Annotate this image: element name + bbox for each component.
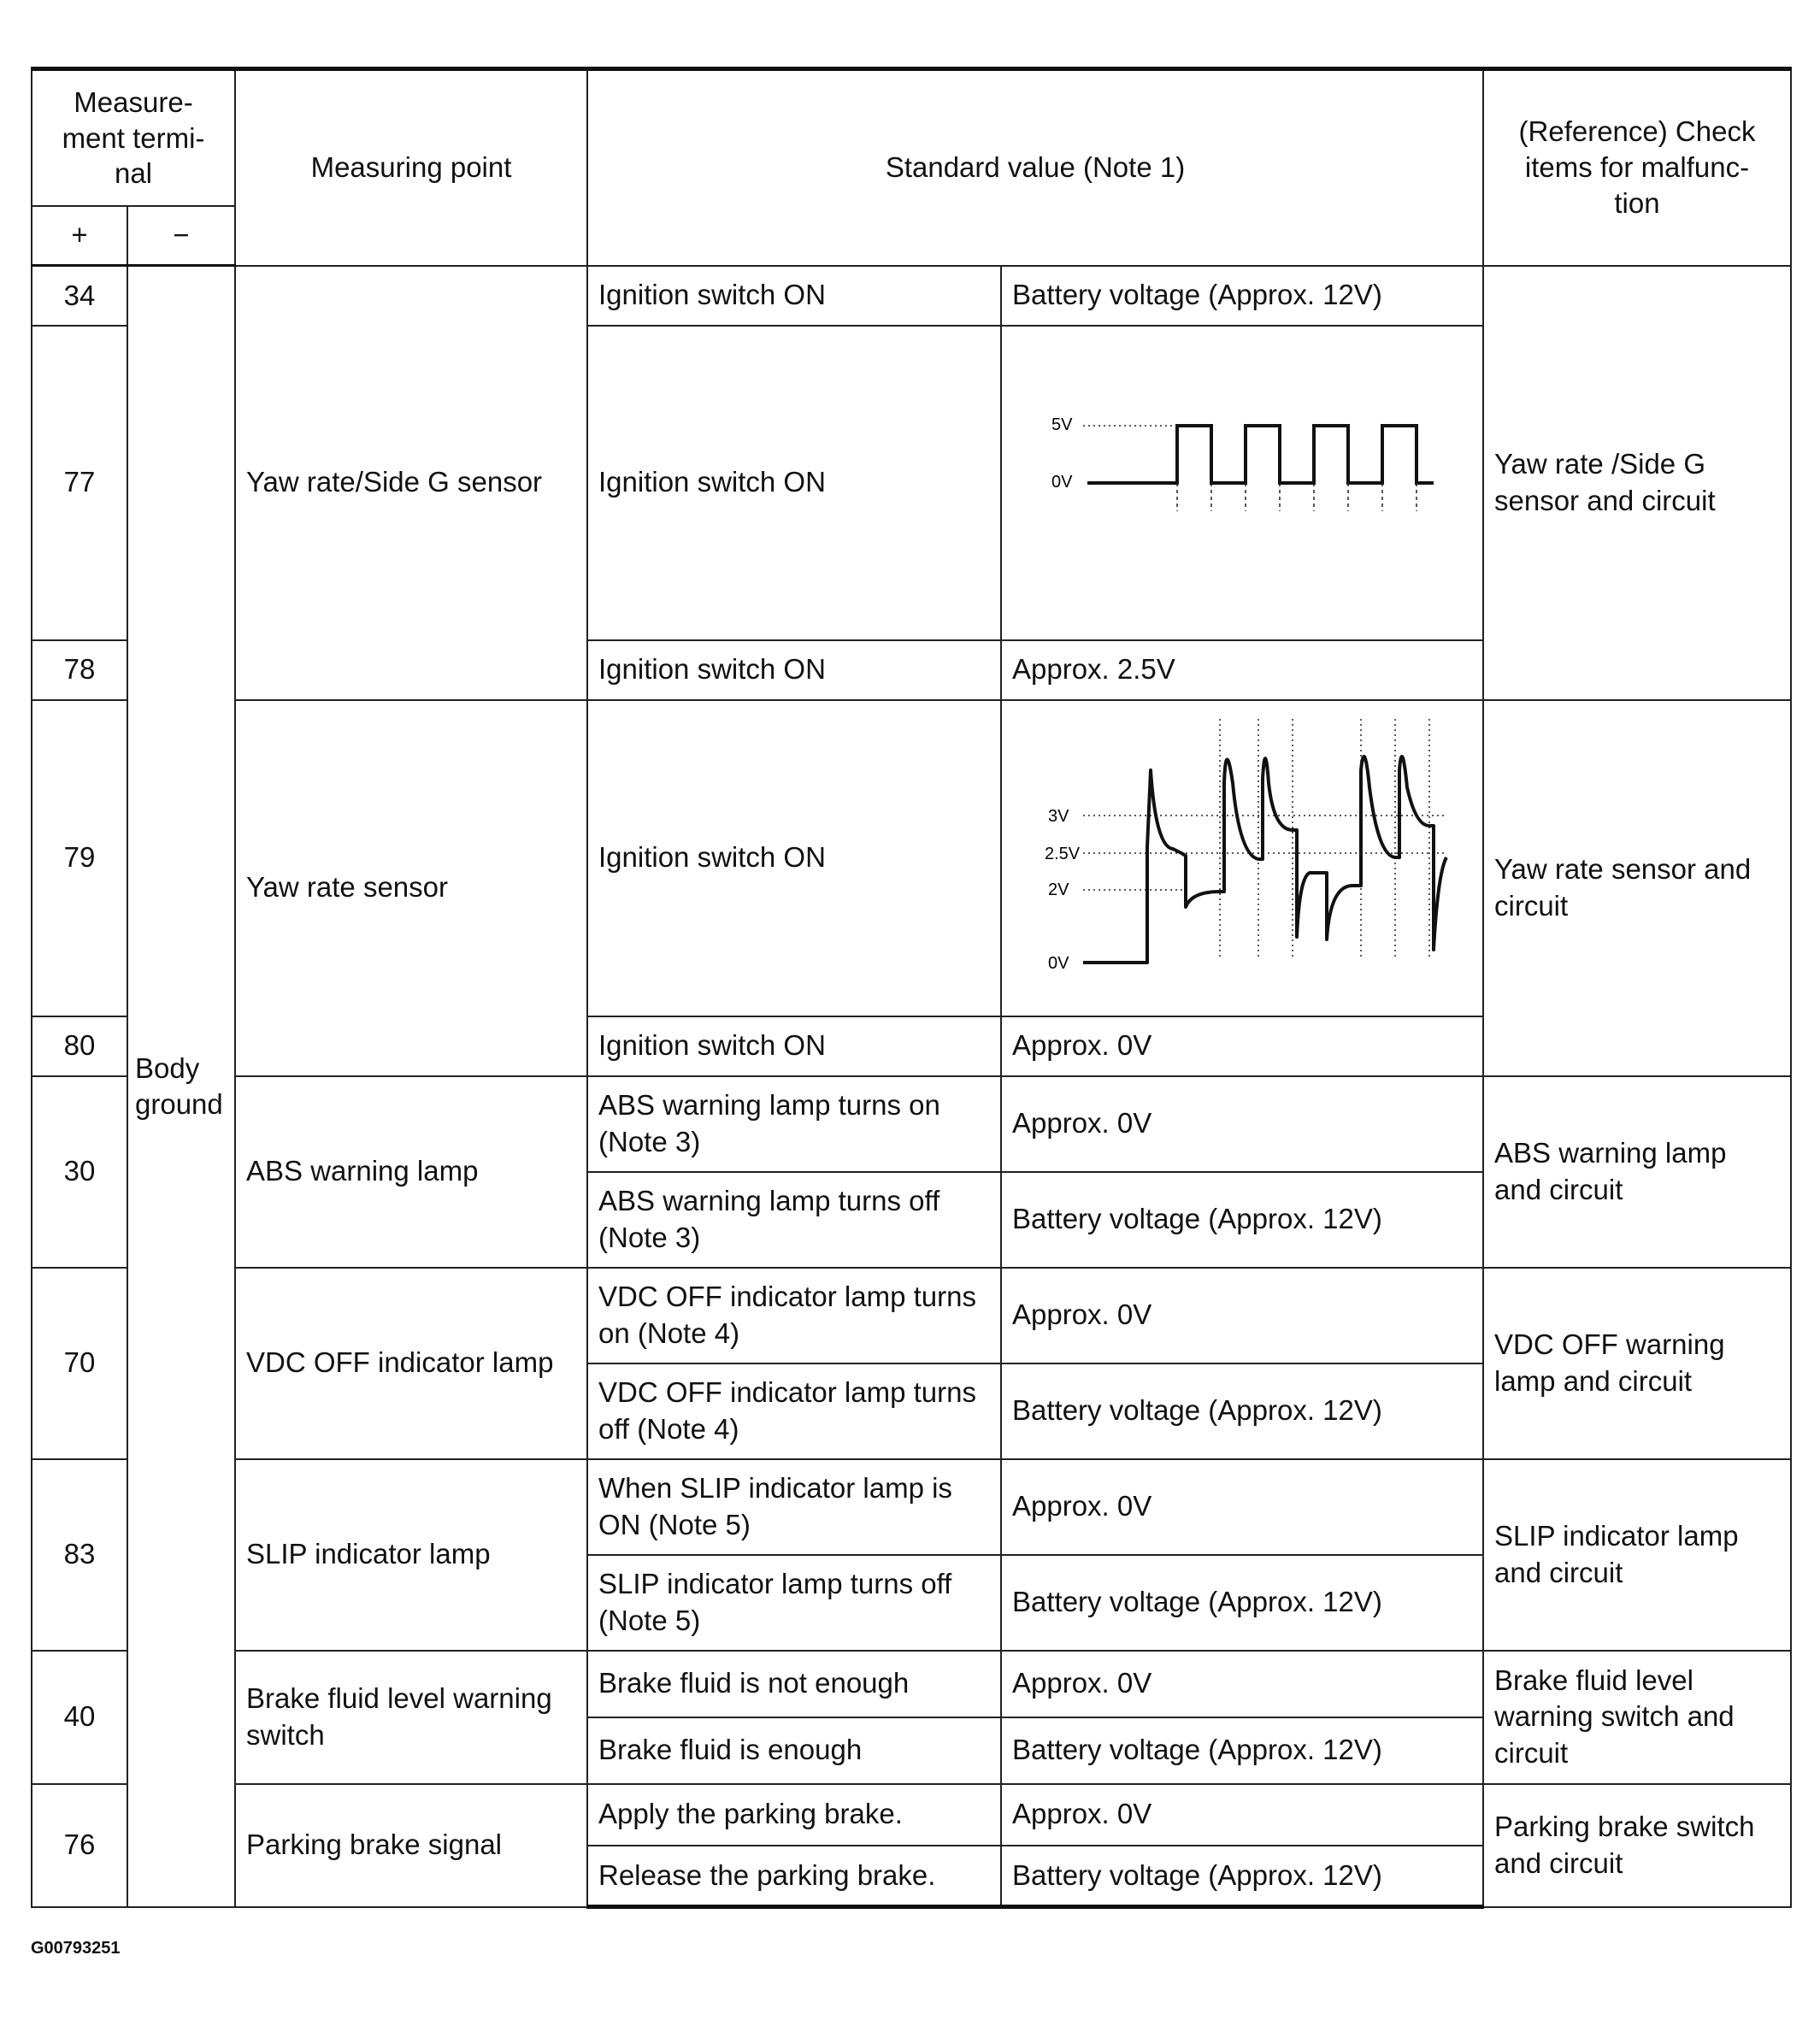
value-slip-off: Battery voltage (Approx. 12V) <box>1001 1555 1483 1651</box>
terminal-table <box>31 67 1792 1909</box>
square-wave-ticks <box>1177 483 1417 511</box>
yaw-trace <box>1083 757 1446 963</box>
value-brake-fluid-ok: Battery voltage (Approx. 12V) <box>1001 1717 1483 1784</box>
square-wave-trace <box>1087 426 1434 483</box>
value-parking-apply: Approx. 0V <box>1001 1784 1483 1846</box>
condition-brake-fluid-low: Brake fluid is not enough <box>587 1651 1001 1717</box>
condition-parking-release: Release the parking brake. <box>587 1846 1001 1907</box>
check-parking: Parking brake switch and circuit <box>1483 1784 1791 1907</box>
value-vdc-off: Battery voltage (Approx. 12V) <box>1001 1363 1483 1459</box>
terminal-30: 30 <box>32 1076 127 1268</box>
terminal-40: 40 <box>32 1651 127 1784</box>
check-brake-fluid: Brake fluid level warning switch and circuit <box>1483 1651 1791 1784</box>
header-minus: − <box>127 206 235 266</box>
terminal-34: 34 <box>32 266 127 326</box>
condition-slip-on: When SLIP indicator lamp is ON (Note 5) <box>587 1459 1001 1555</box>
point-slip: SLIP indicator lamp <box>235 1459 587 1651</box>
condition-slip-off: SLIP indicator lamp turns off (Note 5) <box>587 1555 1001 1651</box>
terminal-80: 80 <box>32 1016 127 1076</box>
point-yaw-side-g: Yaw rate/Side G sensor <box>235 266 587 700</box>
header-plus: + <box>32 206 127 266</box>
condition-vdc-on: VDC OFF indicator lamp turns on (Note 4) <box>587 1268 1001 1363</box>
condition-vdc-off: VDC OFF indicator lamp turns off (Note 4) <box>587 1363 1001 1459</box>
check-slip: SLIP indicator lamp and circuit <box>1483 1459 1791 1651</box>
check-vdc: VDC OFF warning lamp and circuit <box>1483 1268 1791 1459</box>
condition-parking-apply: Apply the parking brake. <box>587 1784 1001 1846</box>
check-abs: ABS warning lamp and circuit <box>1483 1076 1791 1268</box>
condition-78: Ignition switch ON <box>587 640 1001 700</box>
value-slip-on: Approx. 0V <box>1001 1459 1483 1555</box>
value-34: Battery voltage (Approx. 12V) <box>1001 266 1483 326</box>
value-vdc-on: Approx. 0V <box>1001 1268 1483 1363</box>
condition-abs-on: ABS warning lamp turns on (Note 3) <box>587 1076 1001 1172</box>
condition-77: Ignition switch ON <box>587 326 1001 640</box>
value-abs-off: Battery voltage (Approx. 12V) <box>1001 1172 1483 1268</box>
value-parking-release: Battery voltage (Approx. 12V) <box>1001 1846 1483 1907</box>
yaw-3v-label: 3V <box>1048 806 1069 826</box>
condition-79: Ignition switch ON <box>587 700 1001 1016</box>
yaw-2v-label: 2V <box>1048 880 1069 899</box>
yaw-wave-graph <box>1002 702 1484 1015</box>
check-yaw-rate: Yaw rate sensor and circuit <box>1483 700 1791 1076</box>
header-measuring-point: Measuring point <box>235 69 587 266</box>
point-yaw-rate: Yaw rate sensor <box>235 700 587 1076</box>
square-wave-graph <box>1002 327 1484 639</box>
yaw-0v-label: 0V <box>1048 953 1069 973</box>
value-brake-fluid-low: Approx. 0V <box>1001 1651 1483 1717</box>
point-brake-fluid: Brake fluid level warning switch <box>235 1651 587 1784</box>
wave-0v-label: 0V <box>1051 472 1073 492</box>
check-yaw-side-g: Yaw rate /Side G sensor and circuit <box>1483 266 1791 700</box>
point-parking: Parking brake signal <box>235 1784 587 1907</box>
value-78: Approx. 2.5V <box>1001 640 1483 700</box>
header-check-items: (Reference) Check items for malfunc-tion <box>1483 69 1791 266</box>
condition-brake-fluid-ok: Brake fluid is enough <box>587 1717 1001 1784</box>
terminal-78: 78 <box>32 640 127 700</box>
wave-5v-label: 5V <box>1051 415 1073 434</box>
value-abs-on: Approx. 0V <box>1001 1076 1483 1172</box>
condition-abs-off: ABS warning lamp turns off (Note 3) <box>587 1172 1001 1268</box>
condition-80: Ignition switch ON <box>587 1016 1001 1076</box>
point-vdc: VDC OFF indicator lamp <box>235 1268 587 1459</box>
terminal-77: 77 <box>32 326 127 640</box>
condition-34: Ignition switch ON <box>587 266 1001 326</box>
header-standard-value: Standard value (Note 1) <box>587 69 1483 266</box>
yaw-25v-label: 2.5V <box>1045 844 1081 863</box>
terminal-79: 79 <box>32 700 127 1016</box>
point-abs: ABS warning lamp <box>235 1076 587 1268</box>
yaw-guides <box>1083 719 1446 958</box>
terminal-83: 83 <box>32 1459 127 1651</box>
header-terminal: Measure-ment termi-nal <box>32 69 235 206</box>
terminal-70: 70 <box>32 1268 127 1459</box>
terminal-76: 76 <box>32 1784 127 1907</box>
body-ground: Body ground <box>127 266 235 1907</box>
value-80: Approx. 0V <box>1001 1016 1483 1076</box>
yaw-waveform <box>1001 700 1483 1016</box>
figure-id: G00793251 <box>31 1939 121 1958</box>
square-waveform <box>1001 326 1483 640</box>
